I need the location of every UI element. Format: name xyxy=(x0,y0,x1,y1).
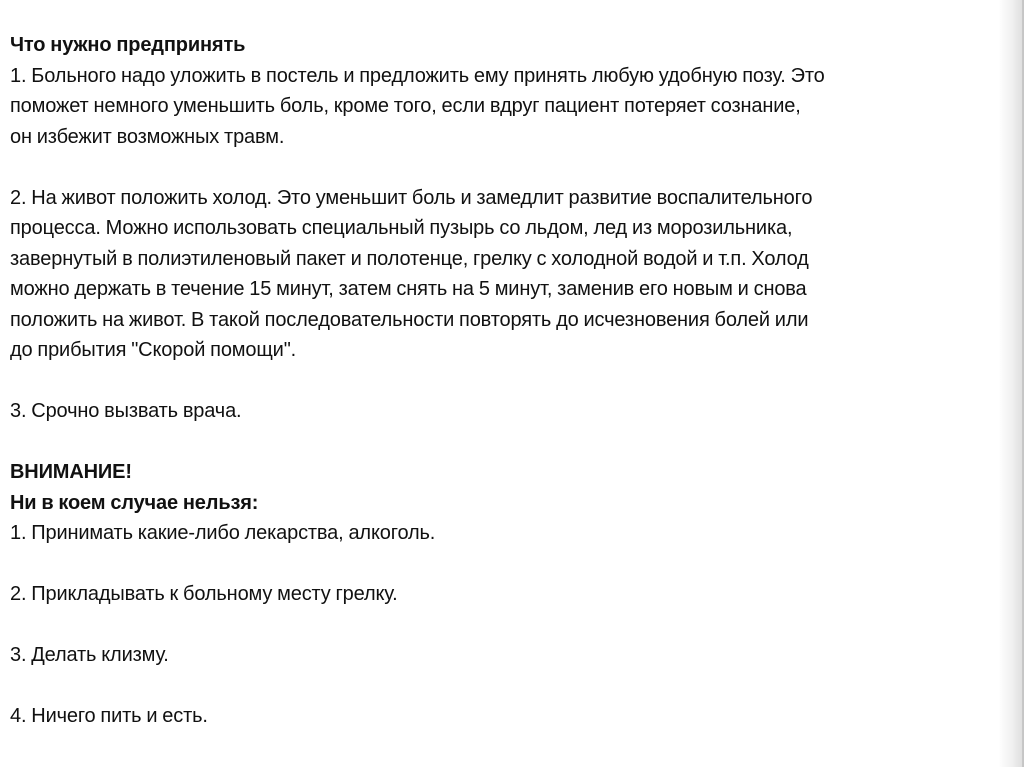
blank-line xyxy=(10,366,1000,397)
blank-line xyxy=(10,152,1000,183)
section-heading: Что нужно предпринять xyxy=(10,34,246,56)
warning-item-4: 4. Ничего пить и есть. xyxy=(10,705,208,727)
warning-item-1: 1. Принимать какие-либо лекарства, алкоголь. xyxy=(10,522,436,544)
step-2-line-6: до прибытия "Скорой помощи". xyxy=(10,339,297,361)
blank-line xyxy=(10,549,1000,580)
step-1-line-3: он избежит возможных травм. xyxy=(10,125,285,148)
slide-text-body xyxy=(10,30,1000,732)
step-2-line-2: процесса. Можно использовать специальный пузырь со льдом, лед из морозильника, xyxy=(10,217,793,239)
step-2-line-1: 2. На живот положить холод. Это уменьшит боль и замедлит развитие воспалительного xyxy=(10,186,813,209)
step-1-line-2: поможет немного уменьшить боль, кроме того, если вдруг пациент потеряет сознание, xyxy=(10,95,801,117)
step-3: 3. Срочно вызвать врача. xyxy=(10,400,242,422)
blank-line xyxy=(10,671,1000,702)
blank-line xyxy=(10,610,1000,641)
page-edge-shadow xyxy=(998,0,1024,767)
warning-item-3: 3. Делать клизму. xyxy=(10,644,169,666)
blank-line xyxy=(10,427,1000,458)
step-2-line-5: положить на живот. В такой последовательности повторять до исчезновения болей или xyxy=(10,308,809,331)
step-1-line-1: 1. Больного надо уложить в постель и предложить ему принять любую удобную позу. Это xyxy=(10,64,825,87)
step-2-line-3: завернутый в полиэтиленовый пакет и полотенце, грелку с холодной водой и т.п. Холод xyxy=(10,247,809,270)
warning-item-2: 2. Прикладывать к больному месту грелку. xyxy=(10,583,398,605)
warning-title: ВНИМАНИЕ! xyxy=(10,461,132,483)
step-2-line-4: можно держать в течение 15 минут, затем снять на 5 минут, заменив его новым и снова xyxy=(10,278,807,300)
warning-subtitle: Ни в коем случае нельзя: xyxy=(10,491,259,514)
